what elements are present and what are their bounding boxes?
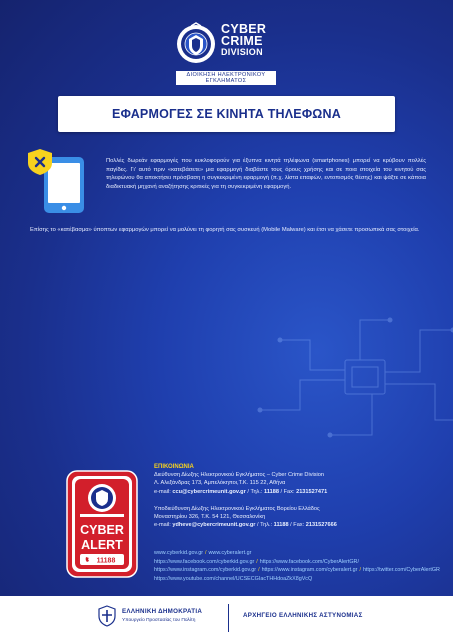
athens-email[interactable]: ccu@cybercrimeunit.gov.gr: [172, 488, 246, 495]
logo-line-crime: CRIME: [221, 33, 263, 48]
link-instagram-cyberalert[interactable]: https://www.instagram.com/cyberalert.gr: [261, 567, 358, 574]
phone-warning-icon: [28, 147, 90, 215]
paragraph-malware: Επίσης το «κατέβασμα» ύποπτων εφαρμογών μπορεί να μολύνει τη φορητή σας συσκευή (Mobile Malware) και έτσι να χάσετε προσωπικά σας στοιχεία.: [30, 227, 420, 233]
athens-contact-line: e-mail: ccu@cybercrimeunit.gov.gr / Τηλ.: 11188 / Fax: 2131527471: [154, 488, 328, 495]
header-logo: [0, 18, 453, 84]
contact-section: [154, 463, 444, 529]
athens-address: Λ. Αλεξάνδρας 173, Αμπελόκηποι,Τ.Κ. 115 22, Αθήνα: [154, 480, 286, 487]
contact-title: ΕΠΙΚΟΙΝΩΝΙΑ: [154, 464, 194, 470]
greek-coat-of-arms-icon: [98, 605, 116, 627]
contact-thessaloniki: [154, 505, 444, 530]
title-banner: [58, 96, 395, 132]
thessaloniki-address: Μοναστηρίου 326, Τ.Κ. 54 121, Θεσσαλονίκη: [154, 514, 266, 521]
link-instagram-cyberkid[interactable]: https://www.instagram.com/cyberkid.gov.gr: [154, 567, 257, 574]
footer: [0, 596, 453, 640]
links-row-facebook: https://www.facebook.com/cyberkid.gov.gr / https://www.facebook.com/CyberAlertGR/: [154, 558, 359, 565]
link-youtube[interactable]: https://www.youtube.com/channel/UCSECGIacTHHdoaZkX8gVcQ: [154, 575, 313, 582]
gov-title: ΕΛΛΗΝΙΚΗ ΔΗΜΟΚΡΑΤΙΑ: [122, 608, 203, 615]
link-twitter[interactable]: https://twitter.com/CyberAlertGR: [362, 567, 440, 574]
police-emblem-icon: [176, 22, 216, 66]
links-row-sites: www.cyberkid.gov.gr / www.cyberalert.gr: [154, 550, 252, 556]
links-row-youtube: [154, 575, 444, 584]
athens-name: Διεύθυνση Δίωξης Ηλεκτρονικού Εγκλήματος – Cyber Crime Division: [154, 472, 325, 479]
link-facebook-cyberkid[interactable]: https://www.facebook.com/cyberkid.gov.gr: [154, 558, 255, 565]
contact-athens: [154, 471, 444, 496]
gov-subtitle: Υπουργείο Προστασίας του Πολίτη: [122, 618, 196, 623]
athens-tel: 11188: [264, 488, 279, 495]
athens-fax: 2131527471: [296, 488, 328, 495]
logo-wordmark: [221, 24, 266, 59]
logo-subtitle: ΔΙΟΙΚΗΣΗ ΗΛΕΚΤΡΟΝΙΚΟΥ ΕΓΚΛΗΜΑΤΟΣ: [176, 71, 276, 85]
links-section: [154, 549, 444, 583]
badge-line-cyber: CYBER: [80, 523, 124, 537]
cyber-alert-badge: [66, 470, 138, 578]
thessaloniki-email[interactable]: ydheve@cybercrimeunit.gov.gr: [172, 522, 256, 529]
links-row-instagram: https://www.instagram.com/cyberkid.gov.gr / https://www.instagram.com/cyberalert.gr / https://twitter.com/CyberAlertGR: [154, 567, 440, 574]
link-facebook-cyberalert[interactable]: https://www.facebook.com/CyberAlertGR/: [259, 558, 359, 565]
link-cyberkid[interactable]: www.cyberkid.gov.gr: [154, 550, 204, 556]
badge-line-alert: ALERT: [81, 538, 123, 552]
thessaloniki-name: Υποδιεύθυνση Δίωξης Ηλεκτρονικού Εγκλήματος Βορείου Ελλάδος: [154, 505, 320, 512]
logo-line-division: DIVISION: [221, 47, 263, 57]
police-hq: ΑΡΧΗΓΕΙΟ ΕΛΛΗΝΙΚΗΣ ΑΣΤΥΝΟΜΙΑΣ: [243, 612, 363, 619]
page-title: ΕΦΑΡΜΟΓΕΣ ΣΕ ΚΙΝΗΤΑ ΤΗΛΕΦΩΝΑ: [112, 107, 341, 121]
thessaloniki-tel: 11188: [273, 522, 289, 529]
circuit-decoration-icon: [240, 300, 453, 450]
link-cyberalert[interactable]: www.cyberalert.gr: [208, 550, 252, 556]
badge-phone: 11188: [96, 557, 116, 565]
thessaloniki-fax: 2131527666: [305, 522, 337, 529]
thessaloniki-contact-line: e-mail: ydheve@cybercrimeunit.gov.gr / Τηλ.: 11188 / Fax: 2131527666: [154, 522, 337, 529]
paragraph-intro: Πολλές δωρεάν εφαρμογές που κυκλοφορούν για έξυπνα κινητά τηλέφωνα (smartphones) μπορεί να κρύβουν πολλές παγίδες. Γι' αυτό πριν «κατεβάσετε» μια εφαρμογή διαβάστε τους όρους χρήσης και σε ποια στοιχεία του κινητού σας τηλεφώνου θα αποκτήσει πρόσβαση η συγκεκριμένη εφαρμογή (π.χ. λίστα επαφών, εντοπισμός θέσης) και ψάξτε σε κάποια διαδικτυακή μηχανή αναζήτησης κριτικές για τη συγκεκριμένη εφαρμογή.: [106, 158, 426, 190]
footer-divider: [228, 604, 229, 632]
logo-line-cyber: CYBER: [221, 22, 267, 36]
